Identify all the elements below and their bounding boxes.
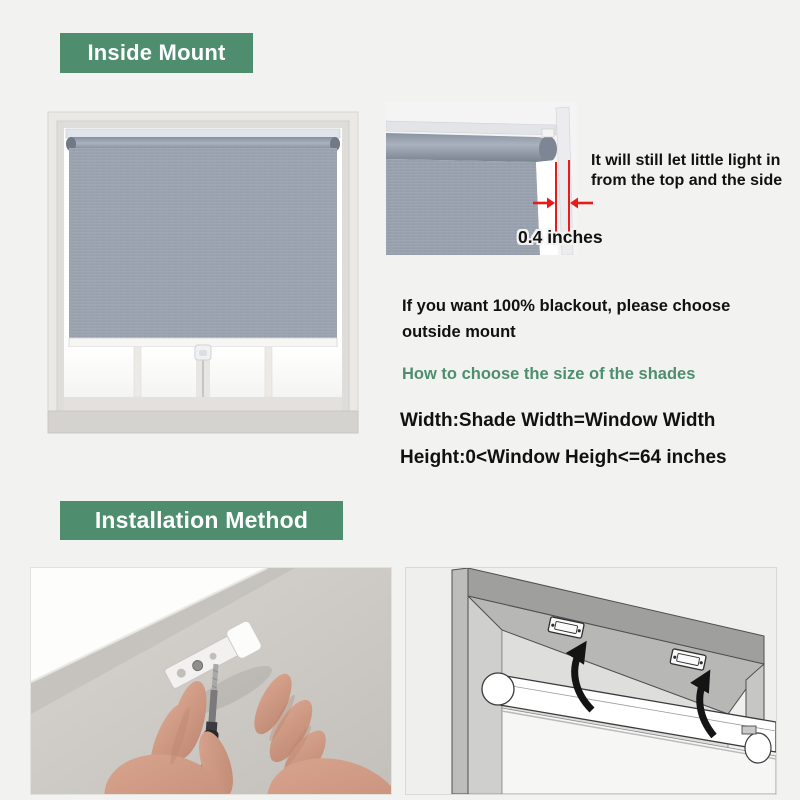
bracket-mount-diagram — [405, 567, 777, 795]
bracket-install-illustration — [31, 568, 391, 794]
gap-note-line1: It will still let little light in — [591, 152, 781, 169]
bracket-mount-illustration — [406, 568, 776, 794]
size-guide-heading: How to choose the size of the shades — [402, 365, 696, 383]
gap-note-line2: from the top and the side — [591, 172, 783, 189]
window-shade-illustration — [40, 106, 366, 439]
gap-measurement-label: 0.4 inches — [518, 227, 603, 247]
inside-mount-badge: Inside Mount — [60, 33, 253, 73]
window-shade-photo — [40, 106, 366, 439]
blackout-note-text: If you want 100% blackout, please choose outside mount — [402, 297, 731, 341]
gap-note-text — [591, 151, 782, 191]
width-rule-text: Width:Shade Width=Window Width — [400, 410, 716, 431]
height-rule-text: Height:0<Window Heigh<=64 inches — [400, 447, 727, 468]
gap-left-arrow-icon — [533, 198, 555, 209]
bracket-install-photo — [30, 567, 392, 795]
gap-right-arrow-icon — [570, 198, 593, 209]
installation-method-badge: Installation Method — [60, 501, 343, 540]
